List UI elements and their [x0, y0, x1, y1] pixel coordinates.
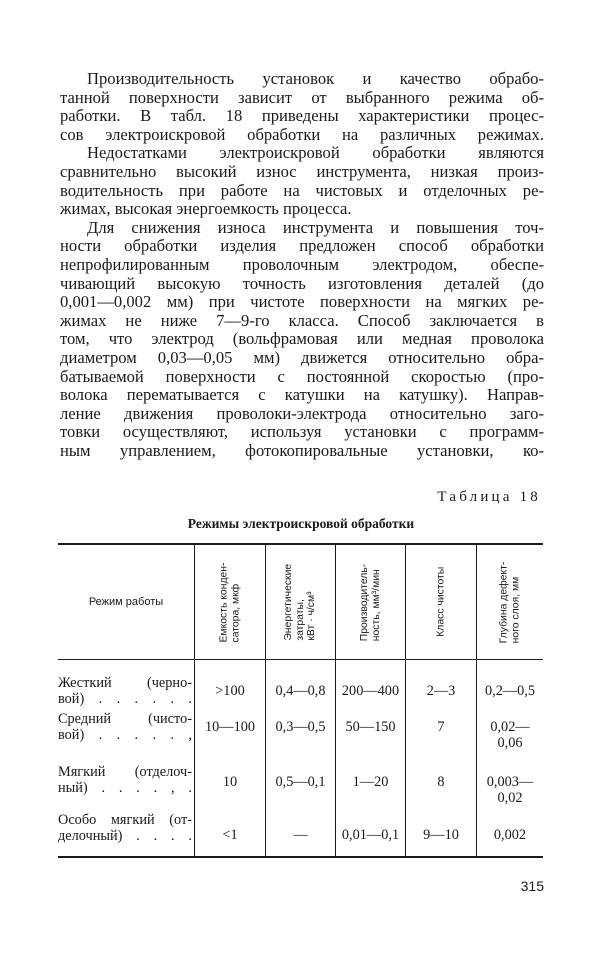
text-line: работки. В табл. 18 приведены характеристики процес- — [60, 106, 544, 126]
paragraph-2 — [60, 144, 544, 218]
text-line: жимах не ниже 7—9-го класса. Способ заключается в — [60, 310, 544, 330]
header-label: Производитель- — [359, 563, 370, 641]
text-line: сравнительно высокий износ инструмента, низкая произ- — [60, 161, 544, 181]
text-line: сов электроискровой обработки на различных режимах. — [60, 124, 544, 144]
header-capacitance — [195, 545, 265, 659]
finish-class-cell: 2—3 — [426, 683, 456, 699]
text-line: ным управлением, фотокопировальные установки, ко- — [60, 440, 544, 460]
mode-line: вой) . . . . . , — [58, 726, 192, 743]
mode-cell — [58, 813, 192, 844]
text-line: 0,001—0,002 мм) при чистоте поверхности на мягких ре- — [60, 292, 544, 312]
text-line: водительность при работе на чистовых и отделочных ре- — [60, 180, 544, 200]
text-line: непрофилированным проволочным электродом, обеспе- — [60, 254, 544, 274]
body-text — [60, 70, 544, 460]
defect-depth-cell — [477, 828, 543, 844]
productivity-cell: 200—400 — [341, 683, 400, 699]
header-productivity — [336, 545, 405, 659]
energy-cell: — — [293, 827, 308, 843]
capacitance-cell: 10—100 — [204, 719, 256, 735]
text-line: батываемой поверхности с постоянной скоростью (про- — [60, 366, 544, 386]
mode-line: Средний (чисто- — [58, 711, 192, 727]
mode-line: делочный) . . . . — [58, 827, 192, 844]
text-line: ности обработки изделия предложен способ обработки — [60, 236, 544, 256]
header-label: кВт · ч/см³ — [306, 591, 318, 641]
header-label: ного слоя, мм — [510, 576, 522, 643]
header-mode — [58, 545, 194, 659]
defect-depth-cell — [477, 684, 543, 700]
text-line: танной поверхности зависит от выбранного режима об- — [60, 87, 544, 107]
defect-depth-line: 0,002 — [493, 827, 527, 843]
header-label: Режим работы — [88, 596, 164, 608]
defect-depth-line: 0,02— — [490, 719, 530, 735]
page-number: 315 — [520, 878, 544, 894]
header-label: ность, мм³/мин — [370, 568, 382, 641]
productivity-cell: 50—150 — [345, 719, 396, 735]
text-line: Недостатками электроискровой обработки являются — [87, 143, 544, 163]
energy-cell: 0,5—0,1 — [275, 774, 326, 790]
mode-line: Мягкий (отделоч- — [58, 764, 192, 780]
productivity-cell: 0,01—0,1 — [341, 827, 400, 843]
paragraph-3 — [60, 219, 544, 461]
modes-table — [58, 543, 543, 858]
text-line: волока перематывается с катушки на катушку). Направ- — [60, 385, 544, 405]
text-line: том, что электрод (вольфрамовая или медная проволока — [60, 329, 544, 349]
mode-line: Особо мягкий (от- — [58, 812, 192, 828]
energy-cell: 0,3—0,5 — [275, 719, 326, 735]
text-line: чивающий высокую точность изготовления деталей (до — [60, 273, 544, 293]
capacitance-cell: <1 — [222, 827, 238, 843]
energy-cell: 0,4—0,8 — [275, 683, 326, 699]
text-line: ление движения проволоки-электрода относительно заго- — [60, 403, 544, 423]
table-number: Таблица 18 — [437, 489, 541, 505]
header-label: Класс чистоты — [435, 566, 447, 638]
productivity-cell: 1—20 — [352, 774, 389, 790]
table-header-rule — [58, 659, 543, 660]
defect-depth-cell — [477, 720, 543, 751]
capacitance-cell: 10 — [222, 774, 238, 790]
header-label: затраты, — [294, 598, 306, 641]
header-label: Емкость конден- — [218, 562, 230, 642]
table-title: Режимы электроискровой обработки — [187, 516, 415, 531]
finish-class-cell: 8 — [437, 774, 445, 790]
mode-cell — [58, 765, 192, 796]
mode-line: Жесткий (черно- — [58, 675, 192, 691]
text-line: Для снижения износа инструмента и повышения точ- — [87, 217, 544, 237]
header-label: Энергетические — [283, 563, 295, 641]
defect-depth-line: 0,06 — [497, 734, 523, 751]
finish-class-cell: 9—10 — [423, 827, 459, 843]
text-line: товки осуществляют, используя установки с программ- — [60, 422, 544, 442]
mode-cell — [58, 712, 192, 743]
header-label: Глубина дефект- — [498, 561, 510, 643]
defect-depth-line: 0,02 — [497, 789, 523, 806]
table-bottom-rule — [58, 856, 543, 858]
mode-line: ный) . . . . , . — [58, 779, 192, 796]
mode-line: вой) . . . . . . — [58, 690, 192, 707]
text-line: жимах, высокая энергоемкость процесса. — [60, 199, 352, 219]
header-energy — [266, 545, 335, 659]
text-line: диаметром 0,03—0,05 мм) движется относительно обра- — [60, 347, 544, 367]
header-label: сатора, мкф — [230, 583, 241, 642]
header-finish-class — [406, 545, 476, 659]
defect-depth-cell — [477, 775, 543, 806]
defect-depth-line: 0,003— — [486, 774, 534, 790]
mode-cell — [58, 676, 192, 707]
paragraph-1 — [60, 70, 544, 144]
defect-depth-line: 0,2—0,5 — [484, 683, 536, 699]
finish-class-cell: 7 — [437, 719, 445, 735]
capacitance-cell: >100 — [215, 683, 245, 699]
text-line: Производительность установок и качество обрабо- — [87, 69, 544, 88]
header-defect-depth — [477, 545, 543, 659]
